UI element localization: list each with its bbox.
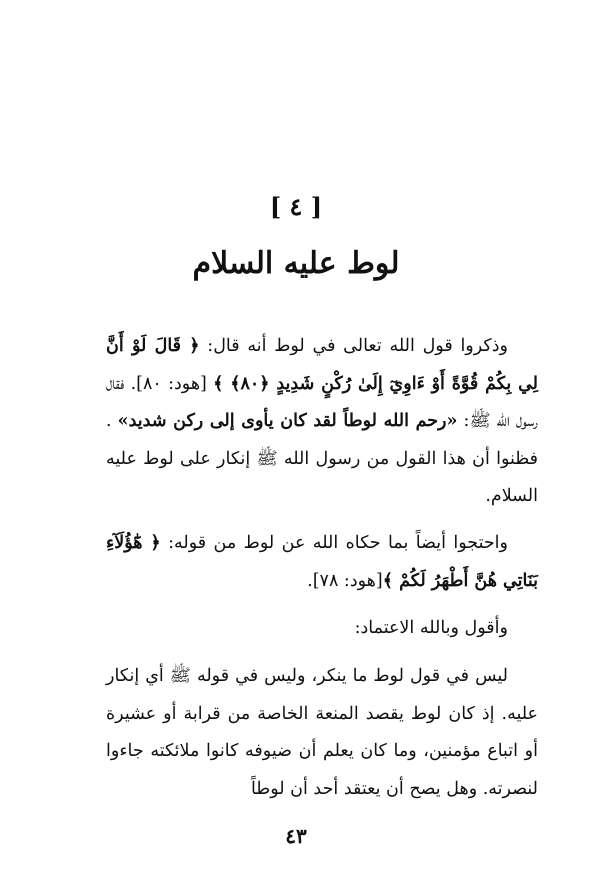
chapter-title: لوط عليه السلام — [192, 246, 400, 281]
paragraph-2-intro: واحتجوا أيضاً بما حكاه الله عن لوط من قوله: — [160, 533, 508, 553]
paragraph-1 — [106, 328, 538, 516]
paragraph-1-conclusion: . فظنوا أن هذا القول من رسول الله ﷺ إنكار على لوط عليه السلام. — [106, 411, 538, 506]
paragraph-2-citation: [هود: ٧٨]. — [307, 570, 383, 591]
paragraph-3: وأقول وبالله الاعتماد: — [354, 618, 508, 638]
paragraph-4: ليس في قول لوط ما ينكر، وليس في قوله ﷺ أي إنكار عليه. إذ كان لوط يقصد المنعة الخاصة من قرابة أو عشيرة أو اتباع مؤمنين، وما كان يعلم أن ضيوفه كانوا ملائكته جاءوا لنصرته. وهل يصح أن يعتقد أحد أن لوطاً — [106, 666, 538, 799]
paragraph-2 — [106, 525, 538, 600]
paragraph-1-citation: [هود: ٨٠]. فقال رسول الله ﷺ: — [106, 373, 538, 431]
quran-verse-hud-78: ﴿ هَٰٓؤُلَآءِ بَنَاتِي هُنَّ أَطْهَرُ لَكُمْ ﴾ — [106, 533, 538, 591]
hadith-quote: «رحم الله لوطاً لقد كان يأوى إلى ركن شديد» — [117, 411, 458, 431]
page-number: ٤٣ — [285, 824, 307, 848]
paragraph-1-intro: وذكروا قول الله تعالى في لوط أنه قال: — [199, 336, 508, 356]
chapter-number: [ ٤ ] — [269, 192, 323, 221]
quran-verse-hud-80: ﴿ قَالَ لَوْ أَنَّ لِي بِكُمْ قُوَّةً أَوْ ءَاوِيٓ إِلَىٰ رُكْنٍ شَدِيدٍ ﴿٨٠﴾ ﴾ — [106, 336, 539, 394]
